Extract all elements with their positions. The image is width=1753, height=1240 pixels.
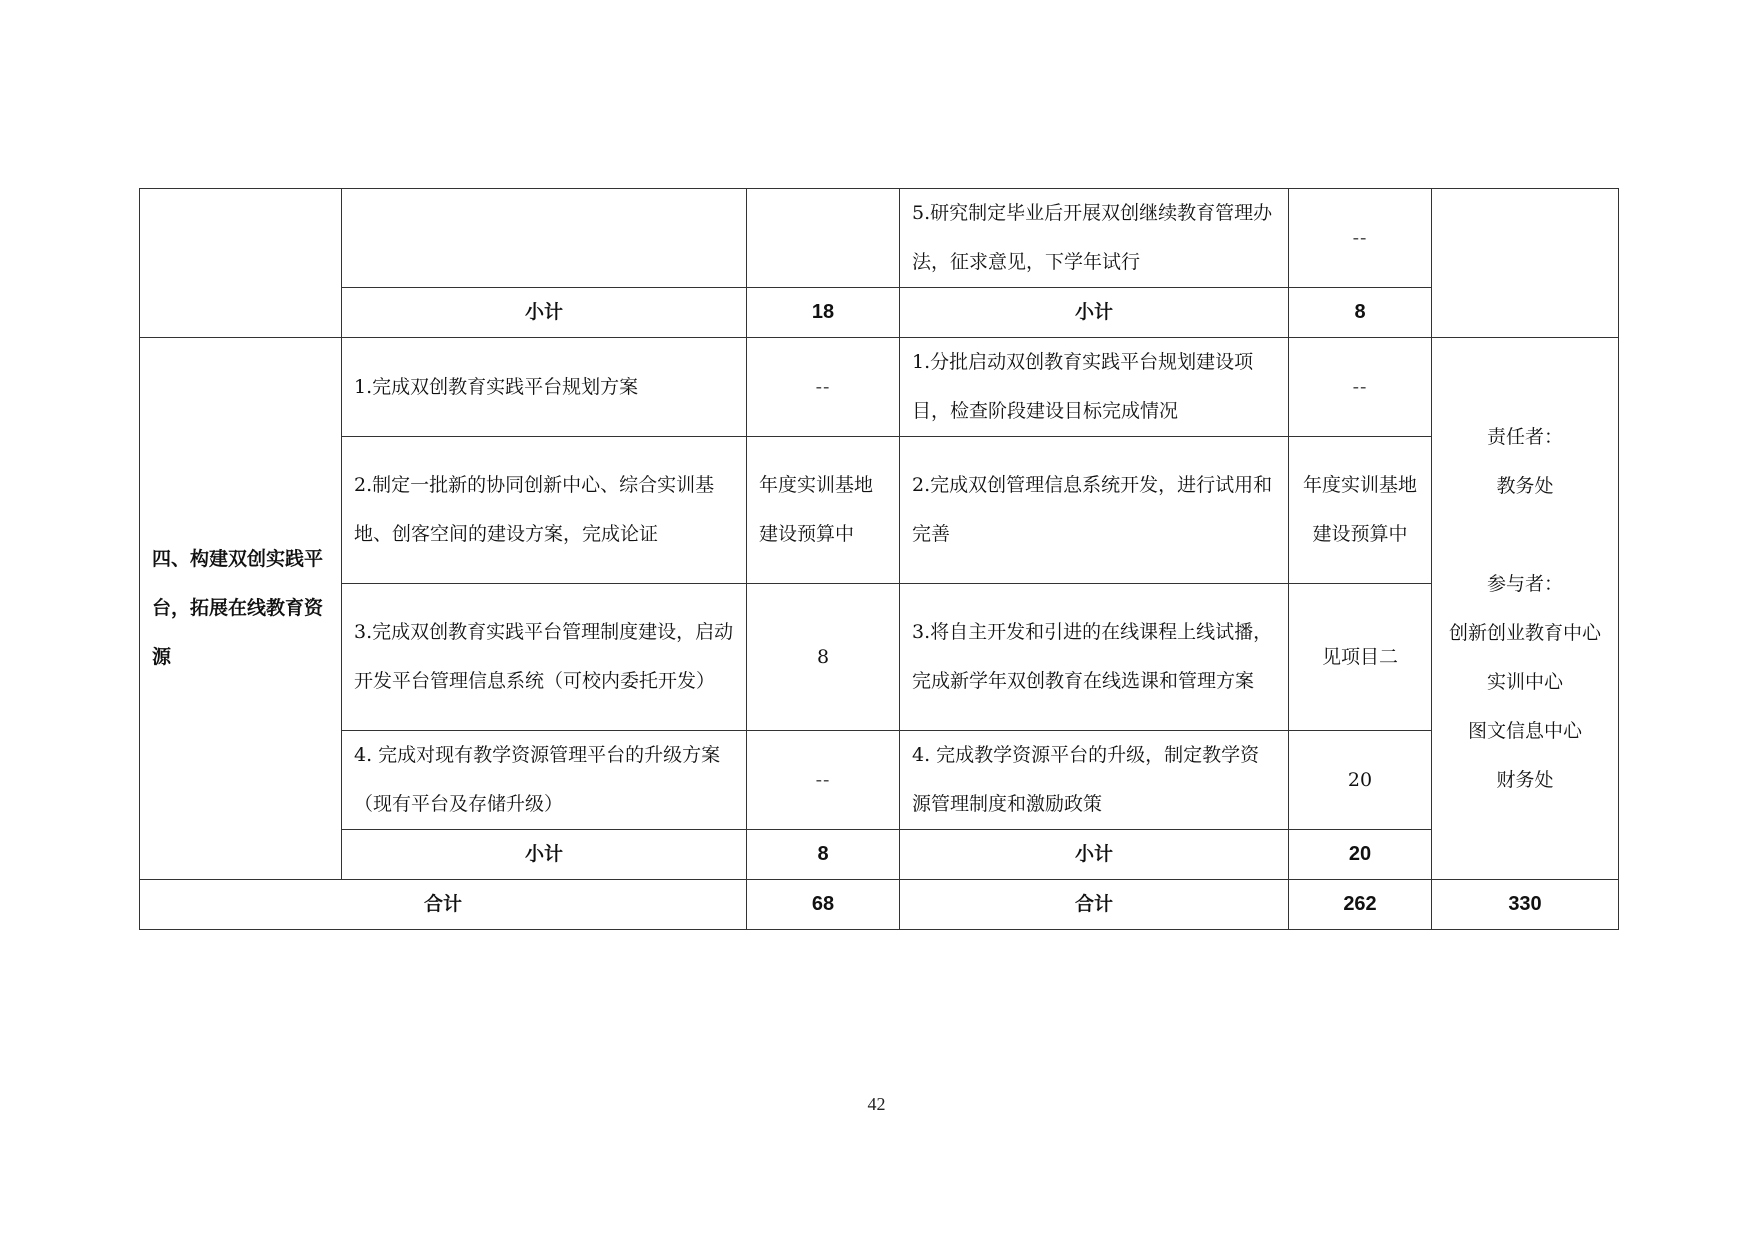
participant-unit: 财务处	[1496, 768, 1554, 791]
total-label: 合计	[900, 880, 1289, 930]
task-cell: 1.完成双创教育实践平台规划方案	[342, 338, 747, 437]
participants-label: 参与者：	[1486, 572, 1563, 595]
subtotal-value: 8	[747, 830, 900, 880]
subtotal-label: 小计	[342, 288, 747, 338]
budget-cell: 年度实训基地建设预算中	[747, 437, 900, 584]
subtotal-row	[140, 830, 1619, 880]
subtotal-row	[140, 288, 1619, 338]
task-cell: 3.完成双创教育实践平台管理制度建设，启动开发平台管理信息系统（可校内委托开发）	[342, 584, 747, 731]
lead-unit: 教务处	[1496, 474, 1554, 497]
task-cell: 3.将自主开发和引进的在线课程上线试播，完成新学年双创教育在线选课和管理方案	[900, 584, 1289, 731]
subtotal-value: 18	[747, 288, 900, 338]
subtotal-label: 小计	[900, 830, 1289, 880]
table-row	[140, 584, 1619, 731]
implementation-plan-table	[139, 188, 1619, 930]
table-row	[140, 437, 1619, 584]
participant-unit: 图文信息中心	[1467, 719, 1582, 742]
subtotal-value: 20	[1289, 830, 1432, 880]
budget-cell: 年度实训基地建设预算中	[1289, 437, 1432, 584]
task-cell-empty	[342, 189, 747, 288]
task-cell: 4. 完成对现有教学资源管理平台的升级方案（现有平台及存储升级）	[342, 731, 747, 830]
total-value: 68	[747, 880, 900, 930]
responsibility-cell	[1432, 338, 1619, 880]
participant-unit: 创新创业教育中心	[1448, 621, 1601, 644]
table-row	[140, 338, 1619, 437]
page-number: 42	[867, 1094, 886, 1114]
budget-cell: 见项目二	[1289, 584, 1432, 731]
total-label: 合计	[140, 880, 747, 930]
task-cell: 2.完成双创管理信息系统开发，进行试用和完善	[900, 437, 1289, 584]
budget-cell: 20	[1289, 731, 1432, 830]
task-cell: 4. 完成教学资源平台的升级，制定教学资源管理制度和激励政策	[900, 731, 1289, 830]
lead-label: 责任者：	[1486, 425, 1563, 448]
task-cell: 5.研究制定毕业后开展双创继续教育管理办法，征求意见，下学年试行	[900, 189, 1289, 288]
grand-total-value: 330	[1432, 880, 1619, 930]
task-cell: 1.分批启动双创教育实践平台规划建设项目，检查阶段建设目标完成情况	[900, 338, 1289, 437]
subtotal-value: 8	[1289, 288, 1432, 338]
spacer	[1444, 511, 1606, 560]
budget-cell-empty	[747, 189, 900, 288]
table-row	[140, 731, 1619, 830]
task-cell: 2.制定一批新的协同创新中心、综合实训基地、创客空间的建设方案，完成论证	[342, 437, 747, 584]
section-four-title: 四、构建双创实践平台，拓展在线教育资源	[140, 338, 342, 880]
budget-cell: --	[747, 731, 900, 830]
total-value: 262	[1289, 880, 1432, 930]
table-row	[140, 189, 1619, 288]
total-row	[140, 880, 1619, 930]
budget-cell: --	[1289, 189, 1432, 288]
participant-unit: 实训中心	[1486, 670, 1563, 693]
budget-cell: --	[1289, 338, 1432, 437]
subtotal-label: 小计	[900, 288, 1289, 338]
budget-cell: 8	[747, 584, 900, 731]
subtotal-label: 小计	[342, 830, 747, 880]
budget-cell: --	[747, 338, 900, 437]
responsibility-cell-continued	[1432, 189, 1619, 338]
section-cell-continued	[140, 189, 342, 338]
